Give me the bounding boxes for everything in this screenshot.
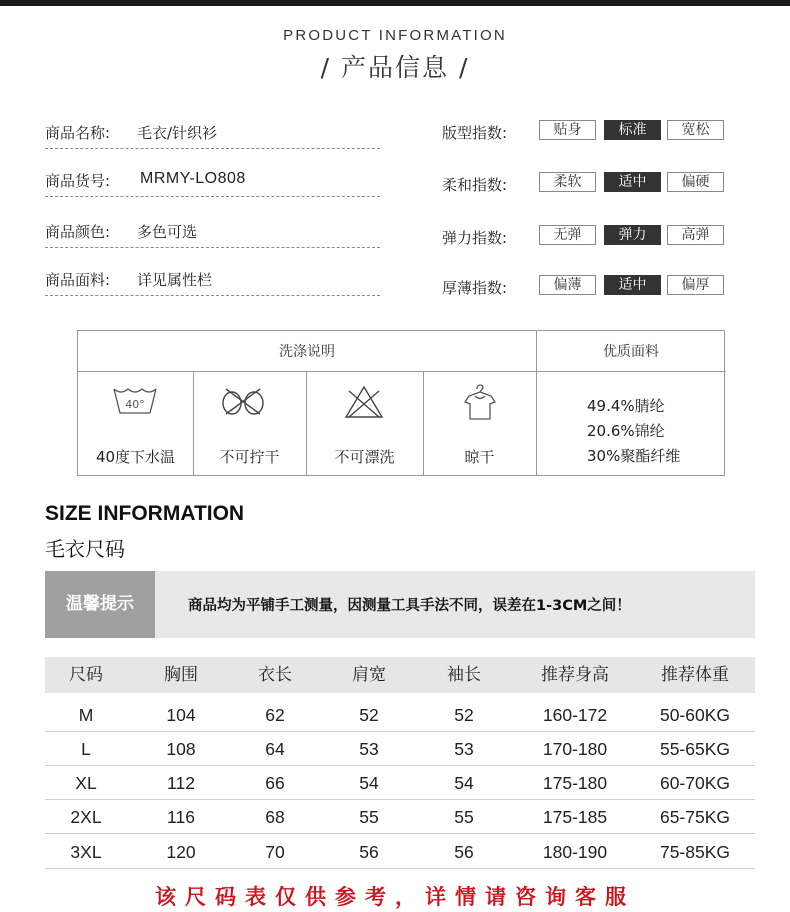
header-cell: 衣长 — [258, 665, 292, 685]
fabric-item: 20.6%锦纶 — [587, 422, 665, 440]
table-cell: 66 — [265, 773, 285, 793]
info-row-name — [45, 122, 380, 152]
fabric-item: 49.4%腈纶 — [587, 397, 665, 415]
thickness-option-thin: 偏薄 — [539, 275, 596, 295]
fabric-item: 30%聚酯纤维 — [587, 447, 681, 465]
index-row-fit — [442, 120, 727, 144]
info-label: 商品颜色: — [45, 223, 111, 241]
dashed-divider — [45, 295, 380, 296]
fit-option-standard: 标准 — [604, 120, 661, 140]
table-cell: 116 — [167, 807, 195, 827]
size-table-header — [45, 657, 755, 693]
product-info-title-cn: / 产品信息 / — [320, 53, 470, 82]
softness-option-medium: 适中 — [604, 172, 661, 192]
size-info-title-en: SIZE INFORMATION — [45, 502, 245, 525]
index-label: 柔和指数: — [442, 176, 508, 194]
table-cell: 52 — [359, 705, 379, 725]
fit-option-tight: 贴身 — [539, 120, 596, 140]
elasticity-option-none: 无弹 — [539, 225, 596, 245]
table-cell: XL — [75, 773, 97, 793]
table-cell: 175-185 — [542, 807, 608, 827]
info-row-sku — [45, 170, 380, 200]
wash-header-divider — [78, 371, 536, 372]
thickness-option-thick: 偏厚 — [667, 275, 724, 295]
wash-temperature: 40° — [125, 398, 145, 411]
softness-option-soft: 柔软 — [539, 172, 596, 192]
info-value: MRMY-LO808 — [140, 170, 246, 187]
table-cell: 2XL — [70, 807, 102, 827]
table-cell: 104 — [166, 705, 196, 725]
dashed-divider — [45, 196, 380, 197]
elasticity-option-high: 高弹 — [667, 225, 724, 245]
table-cell: 108 — [166, 739, 196, 759]
wash-label-no-bleach: 不可漂洗 — [334, 448, 395, 466]
index-row-softness — [442, 172, 727, 196]
table-cell: 54 — [359, 773, 379, 793]
info-value: 详见属性栏 — [137, 271, 213, 289]
thickness-option-medium: 适中 — [604, 275, 661, 295]
info-row-color — [45, 221, 380, 251]
table-row — [45, 766, 755, 800]
size-info-title-cn: 毛衣尺码 — [45, 537, 125, 561]
table-cell: 50-60KG — [659, 705, 731, 725]
washing-instructions-box — [77, 330, 725, 476]
table-cell: 70 — [265, 842, 285, 862]
table-cell: 64 — [265, 739, 285, 759]
info-label: 商品面料: — [45, 271, 111, 289]
fit-option-loose: 宽松 — [667, 120, 724, 140]
table-cell: 120 — [166, 842, 196, 862]
table-cell: 60-70KG — [659, 773, 731, 793]
table-cell: 56 — [454, 842, 474, 862]
wash-caption: 洗涤说明 — [279, 344, 335, 360]
hang-dry-icon — [455, 383, 505, 423]
info-value: 多色可选 — [137, 223, 198, 241]
table-cell: 56 — [359, 842, 379, 862]
elasticity-option-elastic: 弹力 — [604, 225, 661, 245]
table-cell: 170-180 — [542, 739, 608, 759]
table-cell: 175-180 — [542, 773, 608, 793]
table-cell: M — [78, 705, 94, 725]
table-cell: 75-85KG — [659, 842, 731, 862]
no-bleach-icon — [339, 383, 389, 423]
fabric-header-divider — [536, 371, 726, 372]
index-label: 版型指数: — [442, 124, 508, 142]
table-cell: 55 — [454, 807, 474, 827]
table-cell: 55 — [359, 807, 379, 827]
header-cell: 推荐身高 — [541, 665, 609, 685]
tip-label: 温馨提示 — [45, 571, 155, 638]
info-value: 毛衣/针织衫 — [137, 124, 218, 142]
table-row — [45, 800, 755, 834]
wash-label-no-wring: 不可拧干 — [219, 448, 280, 466]
table-cell: 55-65KG — [659, 739, 731, 759]
index-label: 厚薄指数: — [442, 279, 508, 297]
wash-label-40: 40度下水温 — [95, 448, 176, 466]
index-row-elasticity — [442, 225, 727, 249]
wash-40-icon — [110, 383, 160, 423]
product-info-title-en: PRODUCT INFORMATION — [283, 27, 507, 44]
table-cell: 53 — [359, 739, 379, 759]
table-row — [45, 835, 755, 869]
header-cell: 胸围 — [164, 665, 198, 685]
wash-label-hang-dry: 晾干 — [464, 448, 495, 466]
table-cell: 62 — [265, 705, 285, 725]
softness-option-hard: 偏硬 — [667, 172, 724, 192]
size-disclaimer-footer: 该尺码表仅供参考，详情请咨询客服 — [155, 885, 635, 909]
info-label: 商品货号: — [45, 172, 111, 190]
table-cell: 3XL — [70, 842, 102, 862]
table-cell: 54 — [454, 773, 474, 793]
fabric-caption: 优质面料 — [603, 344, 659, 360]
table-cell: 160-172 — [542, 705, 608, 725]
dashed-divider — [45, 148, 380, 149]
header-cell: 推荐体重 — [661, 665, 729, 685]
table-cell: 52 — [454, 705, 474, 725]
info-label: 商品名称: — [45, 124, 111, 142]
header-cell: 袖长 — [447, 665, 481, 685]
info-row-fabric — [45, 269, 380, 299]
header-cell: 尺码 — [69, 665, 103, 685]
top-bar — [0, 0, 790, 6]
table-cell: 65-75KG — [659, 807, 731, 827]
tip-text: 商品均为平铺手工测量，因测量工具手法不同，误差在1-3CM之间！ — [188, 598, 631, 614]
index-label: 弹力指数: — [442, 229, 508, 247]
table-row — [45, 732, 755, 766]
table-cell: 180-190 — [542, 842, 608, 862]
dashed-divider — [45, 247, 380, 248]
table-cell: 112 — [167, 773, 195, 793]
table-cell: L — [81, 739, 91, 759]
no-wring-icon — [218, 383, 268, 423]
table-cell: 53 — [454, 739, 474, 759]
index-row-thickness — [442, 275, 727, 299]
table-row — [45, 698, 755, 732]
table-cell: 68 — [265, 807, 285, 827]
header-cell: 肩宽 — [352, 665, 386, 685]
